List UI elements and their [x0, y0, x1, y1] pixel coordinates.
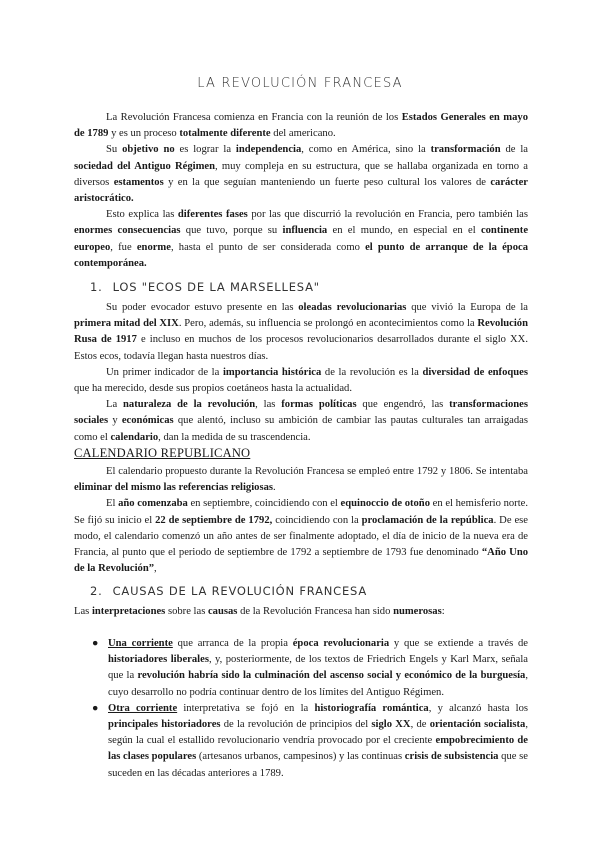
- calendar-heading: CALENDARIO REPUBLICANO: [74, 446, 251, 460]
- bullet-icon: ●: [92, 702, 99, 714]
- section-1-heading: 1. LOS "ECOS DE LA MARSELLESA": [90, 280, 320, 294]
- section-2-bullets: [92, 636, 528, 782]
- intro-section: [74, 110, 528, 272]
- intro-paragraph-3: Esto explica las diferentes fases por las que discurrió la revolución en Francia, pero también las enormes consecuencias que tuvo, porque su influencia en el mundo, en especial en el continente europeo, fue enorme, hasta el punto de ser considerada como el punto de arranque de la época contemporánea.: [74, 209, 529, 269]
- causes-list: [92, 636, 528, 782]
- calendar-body: [74, 464, 528, 577]
- section-1-paragraph-3: La naturaleza de la revolución, las formas políticas que engendró, las transformaciones sociales y económicas que alentó, incluso su ambición de cambiar las pautas culturales tan arraigadas como el calendario, dan la medida de su trascendencia.: [74, 399, 528, 443]
- section-2-heading: 2. CAUSAS DE LA REVOLUCIÓN FRANCESA: [90, 584, 368, 598]
- bullet-icon: ●: [92, 638, 99, 649]
- intro-paragraph-1: La Revolución Francesa comienza en Francia con la reunión de los Estados Generales en mayo de 1789 y es un proceso totalmente diferente del americano.: [74, 112, 528, 140]
- section-2-lead: [74, 604, 528, 620]
- section-1-paragraph-1: Su poder evocador estuvo presente en las oleadas revolucionarias que vivió la Europa de la primera mitad del XIX. Pero, además, su influencia se prolongó en acontecimientos como la Revolución Rusa de 1917 e incluso en muchos de los procesos revolucionarios desarrollados durante el siglo XX. Estos ecos, todavía llegan hasta nuestros días.: [74, 302, 528, 362]
- list-item: ● Una corriente que arranca de la propia época revolucionaria y que se extiende a través de historiadores liberales, y, posteriormente, de los textos de Friedrich Engels y Karl Marx, señala que la revolución habría sido la culminación del ascenso social y económico de la burguesía, cuyo desarrollo no podría continuar dentro de los límites del Antiguo Régimen.: [92, 638, 528, 698]
- section-1-paragraph-2: Un primer indicador de la importancia histórica de la revolución es la diversidad de enfoques que ha merecido, desde sus propios coetáneos hasta la actualidad.: [74, 366, 528, 395]
- calendar-paragraph-2: El año comenzaba en septiembre, coincidiendo con el equinoccio de otoño en el hemisferio norte. Se fijó su inicio el 22 de septiembre de 1792, coincidiendo con la proclamación de la república. De ese modo, el calendario comenzó un año antes de ser finalmente adoptado, el día de inicio de la nueva era de Francia, al punto que el periodo de septiembre de 1792 a septiembre de 1793 fue denominado “Año Uno de la Revolución”,: [74, 498, 529, 575]
- intro-paragraph-2: Su objetivo no es lograr la independencia, como en América, sino la transformación de la sociedad del Antiguo Régimen, muy compleja en su estructura, que se hallaba organizada en torno a diversos estamentos y en la que seguían manteniendo un fuerte peso cultural los valores de carácter aristocrático.: [74, 144, 528, 205]
- document-title: LA REVOLUCIÓN FRANCESA: [197, 76, 403, 91]
- section-2-lead-paragraph: Las interpretaciones sobre las causas de la Revolución Francesa han sido numerosas:: [74, 606, 445, 617]
- calendar-paragraph-1: El calendario propuesto durante la Revolución Francesa se empleó entre 1792 y 1806. Se intentaba eliminar del mismo las referencias religiosas.: [74, 466, 528, 494]
- list-item: ● Otra corriente interpretativa se fojó en la historiografía romántica, y alcanzó hasta los principales historiadores de la revolución de principios del siglo XX, de orientación socialista, según la cual el estallido revolucionario vendría provocado por el creciente empobrecimiento de las clases populares (artesanos urbanos, campesinos) y las continuas crisis de subsistencia que se suceden en las décadas anteriores a 1789.: [92, 702, 528, 779]
- section-1-body: [74, 300, 528, 446]
